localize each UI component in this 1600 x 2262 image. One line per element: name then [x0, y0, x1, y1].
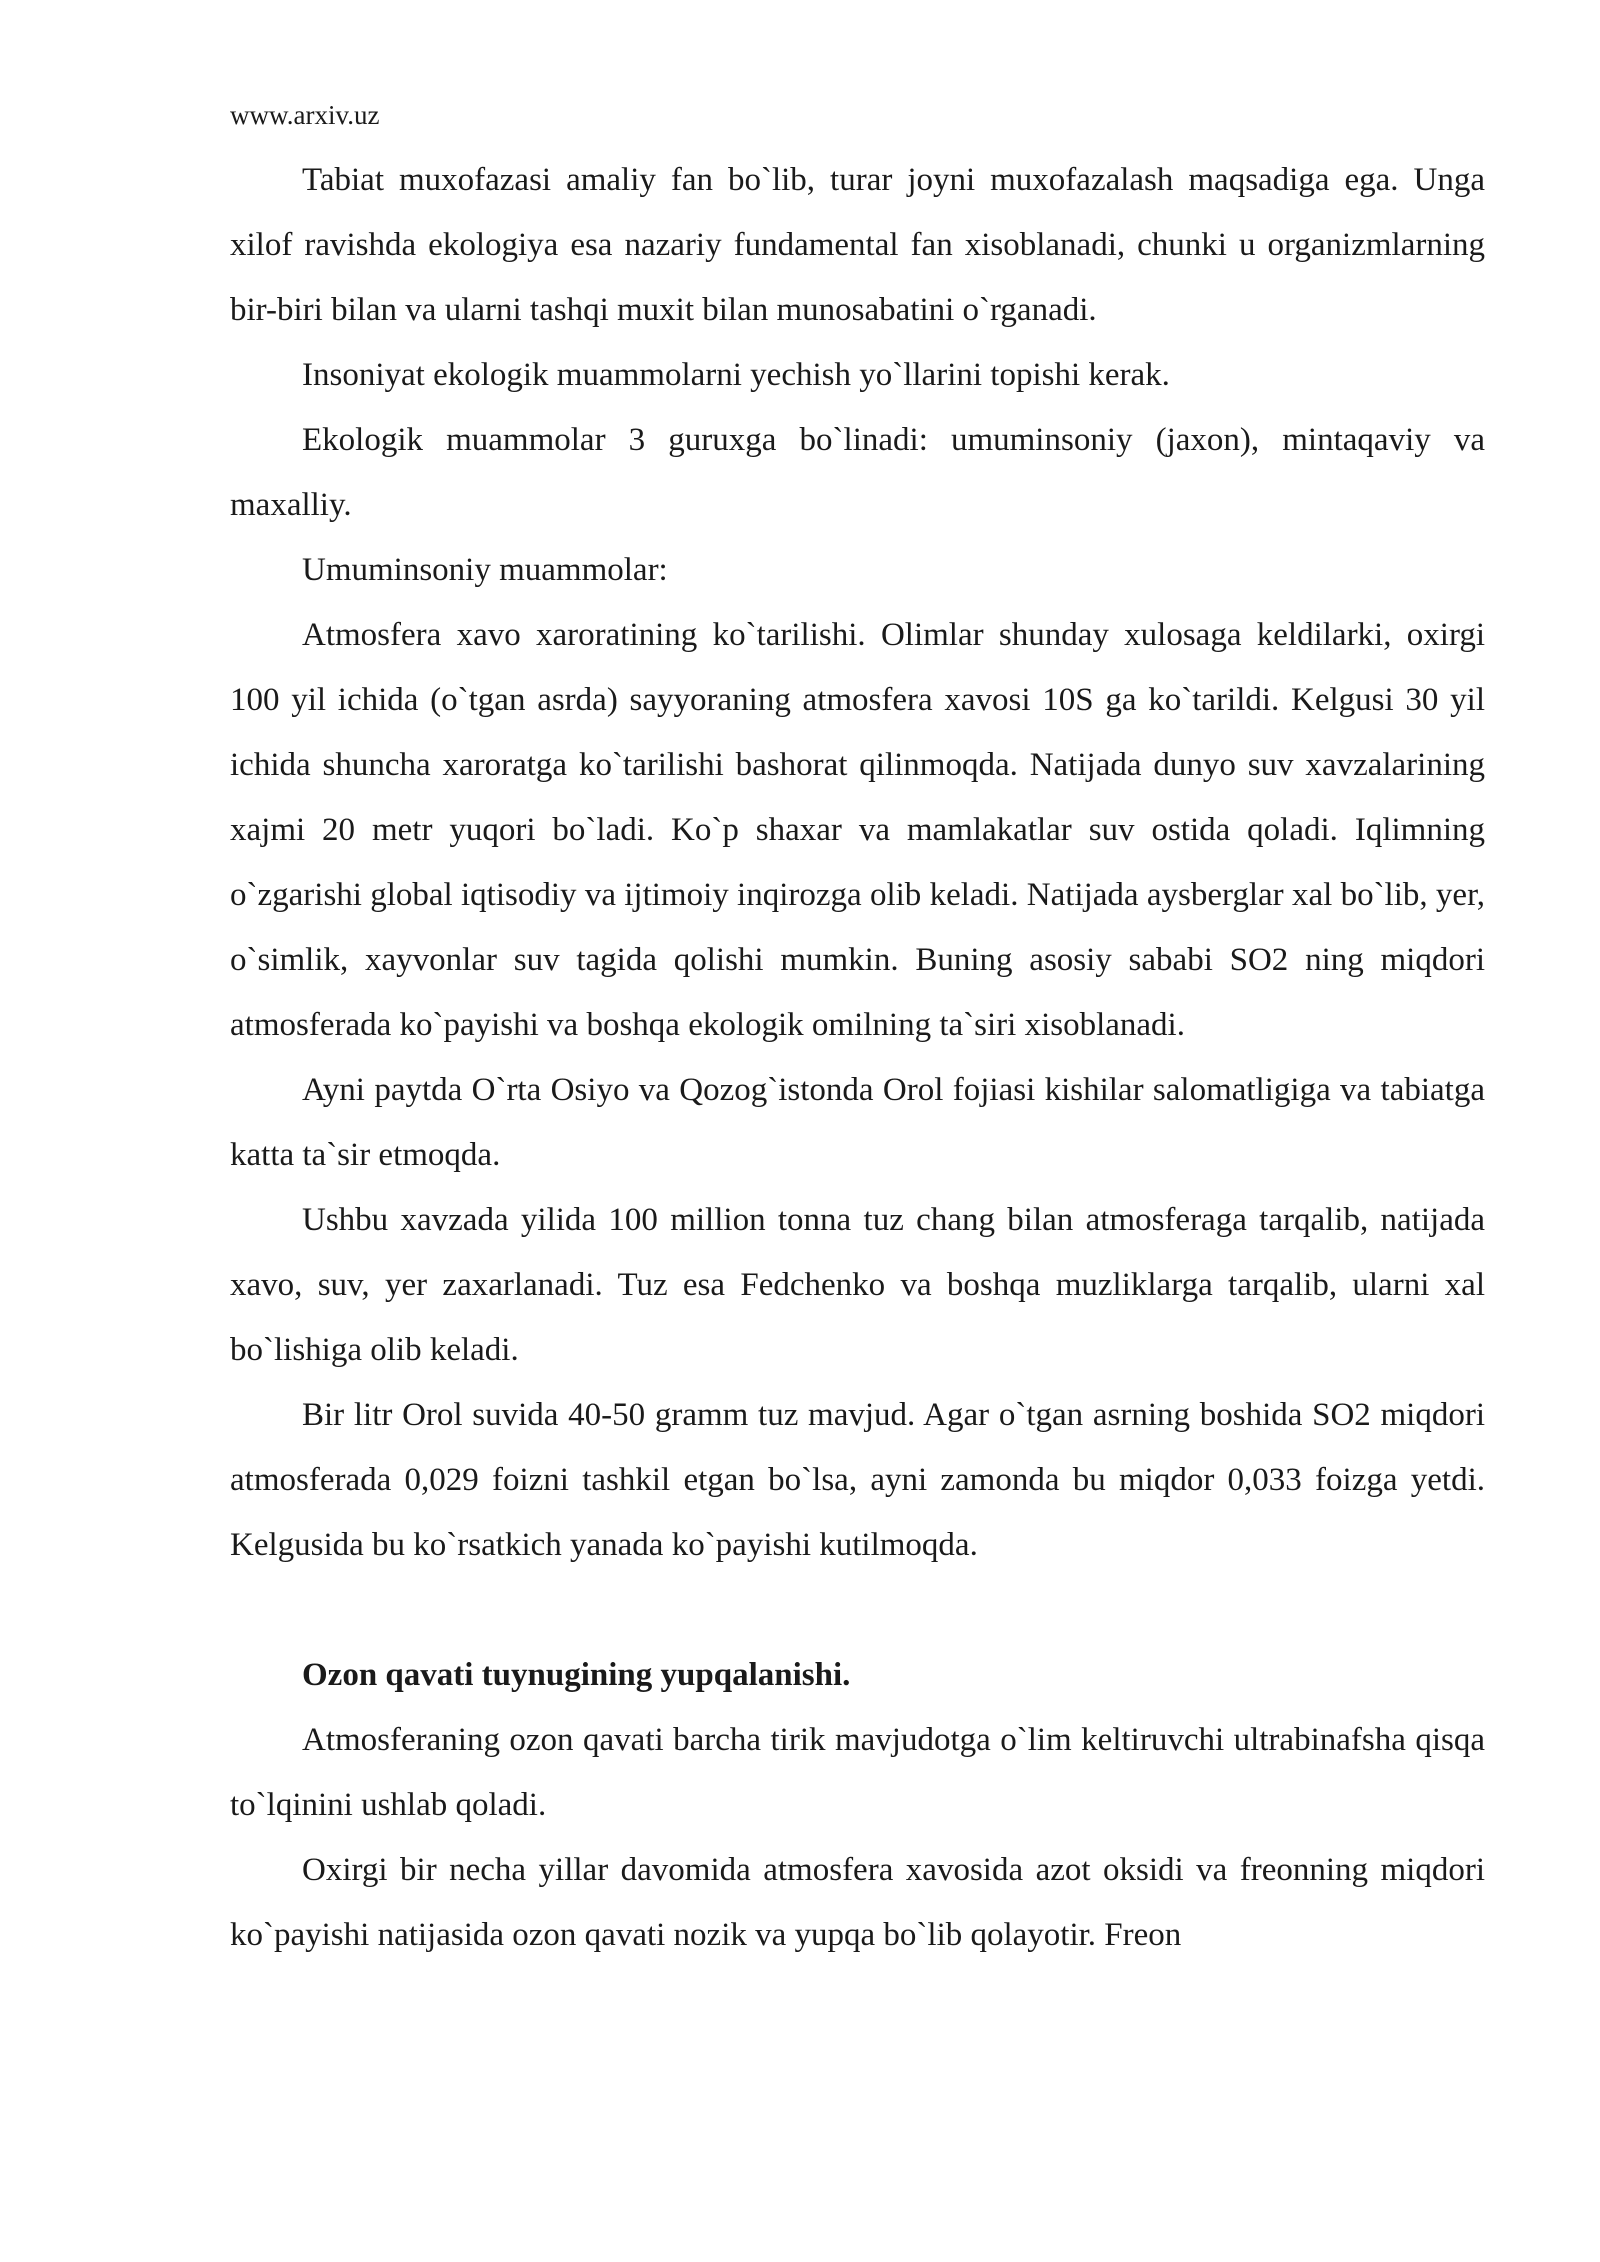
- paragraph-5: Atmosfera xavo xaroratining ko`tarilishi. Olimlar shunday xulosaga keldilarki, oxirgi 100 yil ichida (o`tgan asrda) sayyoraning atmosfera xavosi 10S ga ko`tarildi. Kelgusi 30 yil ichida shuncha xaroratga ko`tarilishi bashorat qilinmoqda. Natijada dunyo suv xavzalarining xajmi 20 metr yuqori bo`ladi. Ko`p shaxar va mamlakatlar suv ostida qoladi. Iqlimning o`zgarishi global iqtisodiy va ijtimoiy inqirozga olib keladi. Natijada aysberglar xal bo`lib, yer, o`simlik, xayvonlar suv tagida qolishi mumkin. Buning asosiy sababi SO2 ning miqdori atmosferada ko`payishi va boshqa ekologik omilning ta`siri xisoblanadi.: [230, 617, 1485, 1043]
- paragraph-6: Ayni paytda O`rta Osiyo va Qozog`istonda Orol fojiasi kishilar salomatligiga va tabiatga katta ta`sir etmoqda.: [230, 1072, 1485, 1173]
- section-paragraph-2: Oxirgi bir necha yillar davomida atmosfera xavosida azot oksidi va freonning miqdori ko`payishi natijasida ozon qavati nozik va yupqa bo`lib qolayotir. Freon: [230, 1852, 1485, 1953]
- document-body: [230, 148, 1485, 1968]
- paragraph-8: Bir litr Orol suvida 40-50 gramm tuz mavjud. Agar o`tgan asrning boshida SO2 miqdori atmosferada 0,029 foizni tashkil etgan bo`lsa, ayni zamonda bu miqdor 0,033 foizga yetdi. Kelgusida bu ko`rsatkich yanada ko`payishi kutilmoqda.: [230, 1397, 1485, 1563]
- paragraph-4: Umuminsoniy muammolar:: [302, 552, 668, 588]
- section-heading: Ozon qavati tuynugining yupqalanishi.: [302, 1657, 851, 1693]
- header-url: www.arxiv.uz: [230, 100, 380, 130]
- paragraph-7: Ushbu xavzada yilida 100 million tonna tuz chang bilan atmosferaga tarqalib, natijada xavo, suv, yer zaxarlanadi. Tuz esa Fedchenko va boshqa muzliklarga tarqalib, ularni xal bo`lishiga olib keladi.: [230, 1202, 1485, 1368]
- paragraph-1: Tabiat muxofazasi amaliy fan bo`lib, turar joyni muxofazalash maqsadiga ega. Unga xilof ravishda ekologiya esa nazariy fundamental fan xisoblanadi, chunki u organizmlarning bir-biri bilan va ularni tashqi muxit bilan munosabatini o`rganadi.: [230, 162, 1485, 328]
- section-paragraph-1: Atmosferaning ozon qavati barcha tirik mavjudotga o`lim keltiruvchi ultrabinafsha qisqa to`lqinini ushlab qoladi.: [230, 1722, 1485, 1823]
- paragraph-3: Ekologik muammolar 3 guruxga bo`linadi: umuminsoniy (jaxon), mintaqaviy va maxalliy.: [230, 422, 1485, 523]
- paragraph-2: Insoniyat ekologik muammolarni yechish yo`llarini topishi kerak.: [302, 357, 1170, 393]
